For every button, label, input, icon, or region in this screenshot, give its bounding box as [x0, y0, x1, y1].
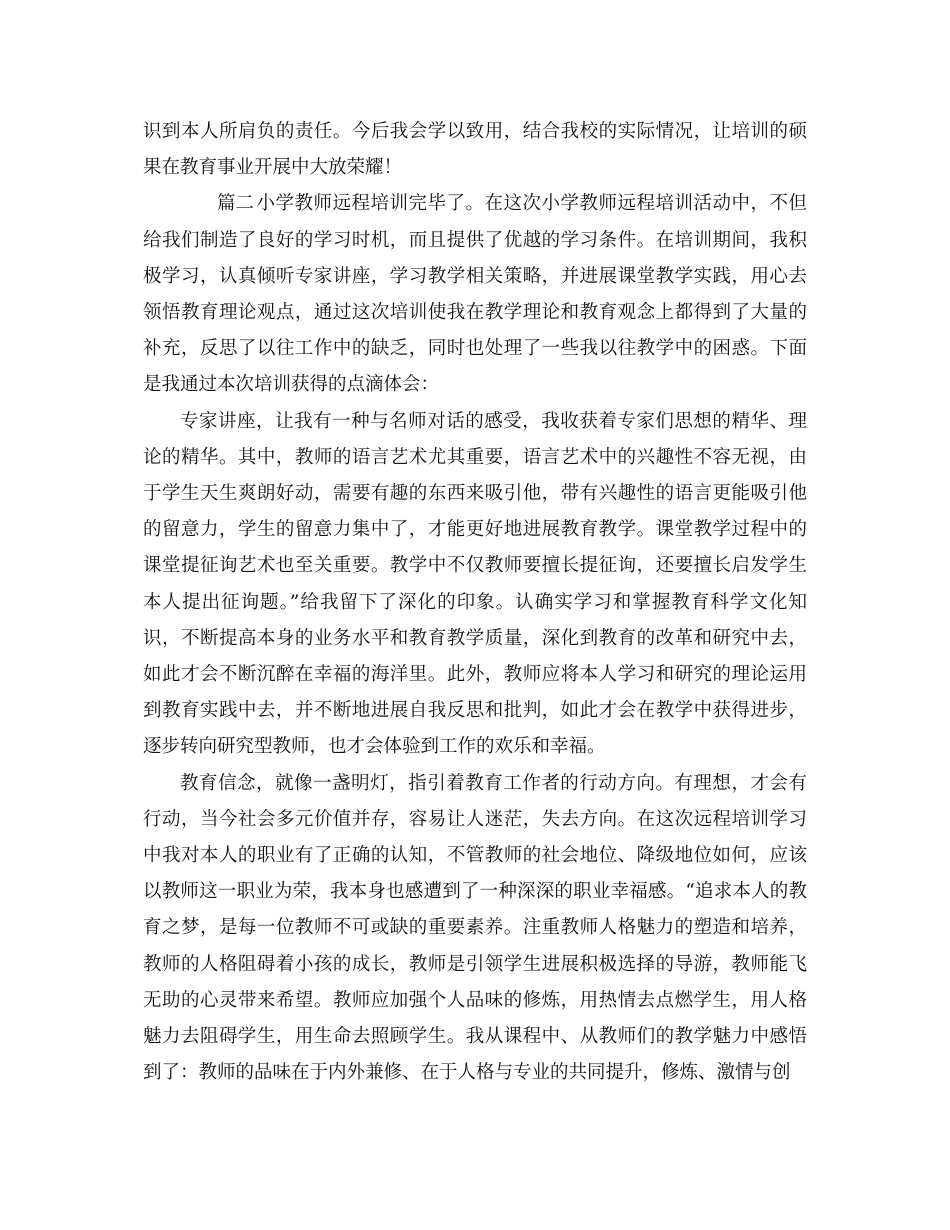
paragraph-text: 识到本人所肩负的责任。今后我会学以致用，结合我校的实际情况，让培训的硕果在教育事业开展中大放荣耀！: [143, 121, 807, 179]
paragraph-2: [143, 186, 807, 403]
paragraph-text: 专家讲座，让我有一种与名师对话的感受，我收获着专家们思想的精华、理论的精华。其中，教师的语言艺术尤其重要，语言艺术中的兴趣性不容无视，由于学生天生爽朗好动，需要有趣的东西来吸引他，带有兴趣性的语言更能吸引他的留意力，学生的留意力集中了，才能更好地进展教育教学。课堂教学过程中的课堂提征询艺术也至关重要。教学中不仅教师要擅长提征询，还要擅长启发学生本人提出征询题。”给我留下了深化的印象。认确实学习和掌握教育科学文化知识，不断提高本身的业务水平和教育教学质量，深化到教育的改革和研究中去，如此才会不断沉醉在幸福的海洋里。此外，教师应将本人学习和研究的理论运用到教育实践中去，并不断地进展自我反思和批判，如此才会在教学中获得进步，逐步转向研究型教师，也才会体验到工作的欢乐和幸福。: [143, 410, 807, 758]
paragraph-1: [143, 114, 807, 186]
document-body: [143, 114, 807, 1091]
paragraph-3: [143, 404, 807, 766]
paragraph-4: [143, 766, 807, 1092]
paragraph-text: 小学教师远程培训完毕了。在这次小学教师远程培训活动中，不但给我们制造了良好的学习时机，而且提供了优越的学习条件。在培训期间，我积极学习，认真倾听专家讲座，学习教学相关策略，并进展课堂教学实践，用心去领悟教育理论观点，通过这次培训使我在教学理论和教育观念上都得到了大量的补充，反思了以往工作中的缺乏，同时也处理了一些我以往教学中的困惑。下面是我通过本次培训获得的点滴体会：: [143, 193, 807, 396]
paragraph-text: 教育信念，就像一盏明灯，指引着教育工作者的行动方向。有理想，才会有行动，当今社会多元价值并存，容易让人迷茫，失去方向。在这次远程培训学习中我对本人的职业有了正确的认知，不管教师的社会地位、降级地位如何，应该以教师这一职业为荣，我本身也感遭到了一种深深的职业幸福感。“追求本人的教育之梦，是每一位教师不可或缺的重要素养。注重教师人格魅力的塑造和培养，教师的人格阻碍着小孩的成长，教师是引领学生进展积极选择的导游，教师能飞无助的心灵带来希望。教师应加强个人品味的修炼，用热情去点燃学生，用人格魅力去阻碍学生，用生命去照顾学生。我从课程中、从教师们的教学魅力中感悟到了：教师的品味在于内外兼修、在于人格与专业的共同提升，修炼、激情与创: [143, 772, 807, 1084]
section-label: 篇二: [217, 193, 255, 215]
